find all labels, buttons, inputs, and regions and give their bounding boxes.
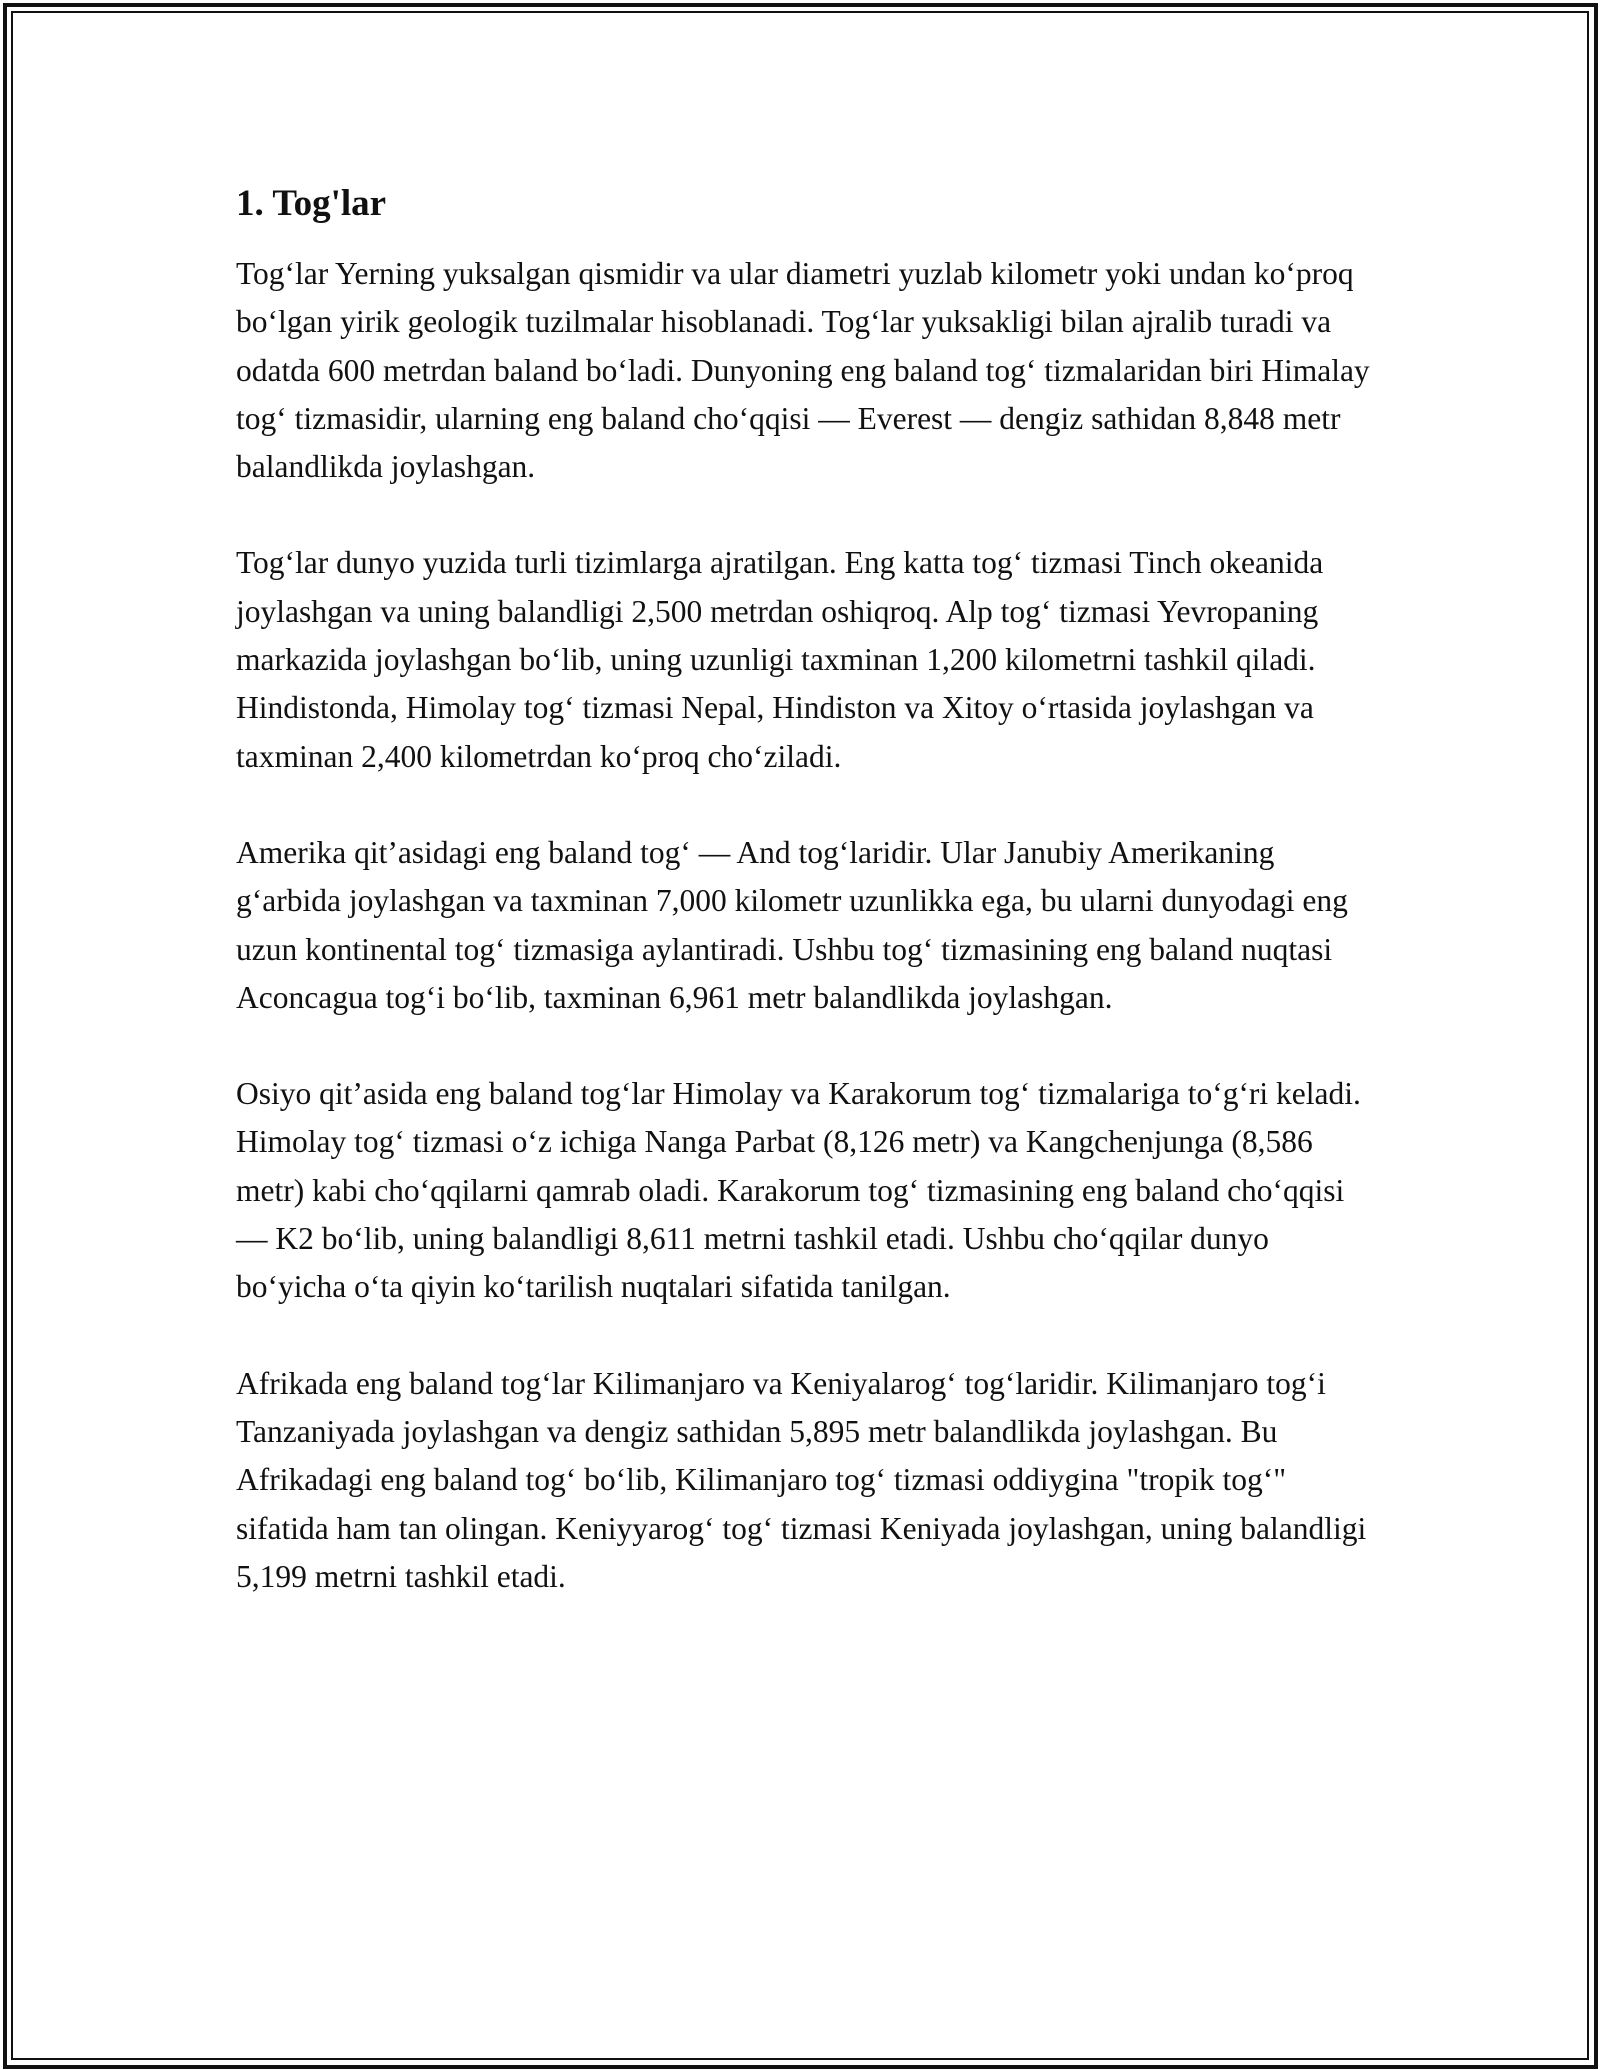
paragraph-5: Afrikada eng baland tog‘lar Kilimanjaro va Keniyalarog‘ tog‘laridir. Kilimanjaro tog‘i Tanzaniyada joylashgan va dengiz sathidan 5,895 metr balandlikda joylashgan. Bu Afrikadagi eng baland tog‘ bo‘lib, Kilimanjaro tog‘ tizmasi oddiygina "tropik tog‘" sifatida ham tan olingan. Keniyyarog‘ tog‘ tizmasi Keniyada joylashgan, uning balandligi 5,199 metrni tashkil etadi.: [236, 1365, 1367, 1594]
paragraph-1: Tog‘lar Yerning yuksalgan qismidir va ular diametri yuzlab kilometr yoki undan ko‘proq bo‘lgan yirik geologik tuzilmalar hisoblanadi. Tog‘lar yuksakligi bilan ajralib turadi va odatda 600 metrdan baland bo‘ladi. Dunyoning eng baland tog‘ tizmalaridan biri Himalay tog‘ tizmasidir, ularning eng baland cho‘qqisi — Everest — dengiz sathidan 8,848 metr balandlikda joylashgan.: [236, 256, 1370, 485]
section-title: 1. Tog'lar: [236, 183, 387, 224]
paragraph-4: Osiyo qit’asida eng baland tog‘lar Himolay va Karakorum tog‘ tizmalariga to‘g‘ri keladi. Himolay tog‘ tizmasi o‘z ichiga Nanga Parbat (8,126 metr) va Kangchenjunga (8,586 metr) kabi cho‘qqilarni qamrab oladi. Karakorum tog‘ tizmasining eng baland cho‘qqisi — K2 bo‘lib, uning balandligi 8,611 metrni tashkil etadi. Ushbu cho‘qqilar dunyo bo‘yicha o‘ta qiyin ko‘tarilish nuqtalari sifatida tanilgan.: [236, 1076, 1361, 1305]
document-body: [236, 180, 1376, 1649]
paragraph-3: Amerika qit’asidagi eng baland tog‘ — And tog‘laridir. Ular Janubiy Amerikaning g‘arbida joylashgan va taxminan 7,000 kilometr uzunlikka ega, bu ularni dunyodagi eng uzun kontinental tog‘ tizmasiga aylantiradi. Ushbu tog‘ tizmasining eng baland nuqtasi Aconcagua tog‘i bo‘lib, taxminan 6,961 metr balandlikda joylashgan.: [236, 834, 1348, 1015]
paragraph-2: Tog‘lar dunyo yuzida turli tizimlarga ajratilgan. Eng katta tog‘ tizmasi Tinch okeanida joylashgan va uning balandligi 2,500 metrdan oshiqroq. Alp tog‘ tizmasi Yevropaning markazida joylashgan bo‘lib, uning uzunligi taxminan 1,200 kilometrni tashkil qiladi. Hindistonda, Himolay tog‘ tizmasi Nepal, Hindiston va Xitoy o‘rtasida joylashgan va taxminan 2,400 kilometrdan ko‘proq cho‘ziladi.: [236, 545, 1324, 774]
